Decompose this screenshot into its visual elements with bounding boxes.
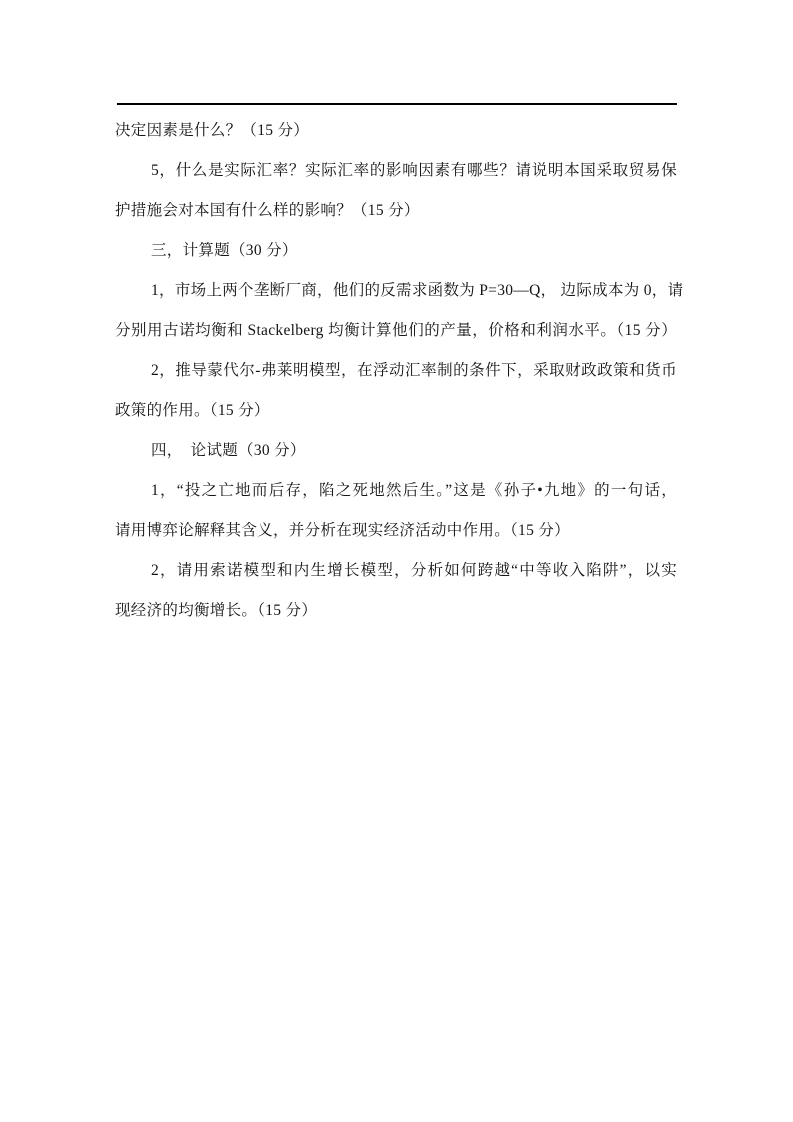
line-q5-end: 护措施会对本国有什么样的影响？（15 分） [115, 202, 420, 219]
header-divider-rule [117, 103, 677, 105]
line-s3q1-start: 1，市场上两个垄断厂商，他们的反需求函数为 P=30—Q， 边际成本为 0，请 [151, 282, 684, 299]
line-s4q2-end: 现经济的均衡增长。（15 分） [115, 602, 318, 619]
line-s4q1-start: 1，“投之亡地而后存，陷之死地然后生。”这是《孙子•九地》的一句话， [151, 482, 677, 499]
line-s3q2-start: 2，推导蒙代尔-弗莱明模型，在浮动汇率制的条件下，采取财政政策和货币 [151, 362, 677, 379]
line-s3q1-end: 分别用古诺均衡和 Stackelberg 均衡计算他们的产量，价格和利润水平。（15 分） [115, 322, 677, 339]
line-s4q1-end: 请用博弈论解释其含义，并分析在现实经济活动中作用。（15 分） [115, 522, 570, 539]
line-s4q2-start: 2，请用索诺模型和内生增长模型，分析如何跨越“中等收入陷阱”，以实 [151, 562, 677, 579]
line-q4-tail: 决定因素是什么？（15 分） [115, 122, 310, 139]
line-section3-heading: 三，计算题（30 分） [151, 242, 298, 259]
line-s3q2-end: 政策的作用。（15 分） [115, 402, 270, 419]
line-section4-heading: 四， 论试题（30 分） [151, 442, 306, 459]
exam-text-body [115, 111, 684, 631]
line-q5-start: 5，什么是实际汇率？实际汇率的影响因素有哪些？请说明本国采取贸易保 [151, 162, 677, 179]
